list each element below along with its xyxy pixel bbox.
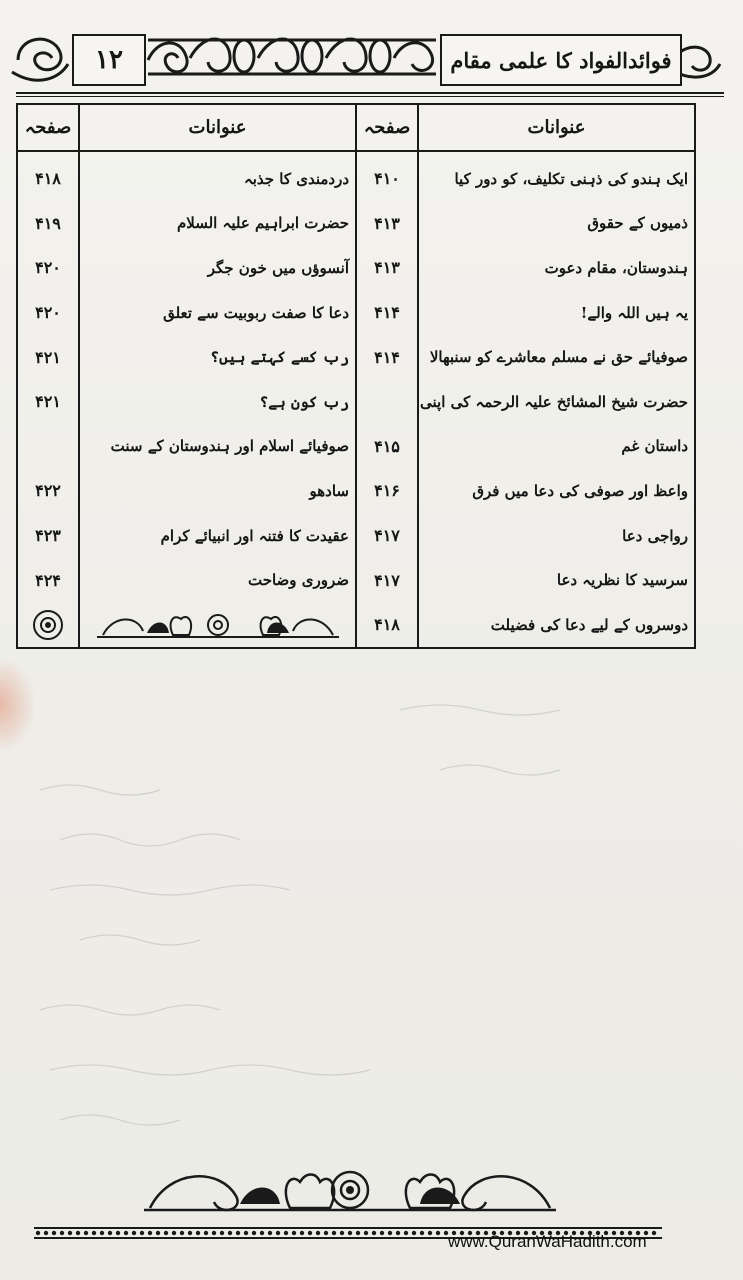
right-entry-page: ۴۱۵	[374, 436, 400, 456]
page-header	[8, 12, 724, 96]
left-entry-title: دردمندی کا جذبہ	[243, 169, 349, 188]
right-entry-page: ۴۱۶	[374, 481, 400, 501]
contents-left-half	[18, 105, 355, 647]
right-entry-title: ہندوستان، مقام دعوت	[544, 258, 688, 277]
left-entry-page	[18, 424, 78, 469]
left-entry-title: صوفیائے اسلام اور ہندوستان کے سنت	[110, 437, 349, 456]
right-entry-title: سرسید کا نظریہ دعا	[556, 571, 688, 590]
left-entry-page: ۴۱۸	[35, 169, 61, 189]
contents-table	[16, 103, 696, 649]
left-ornament-row-icon	[80, 602, 355, 647]
right-titles-column	[419, 105, 694, 647]
left-entry-page: ۴۲۰	[35, 258, 61, 278]
left-pages-column	[18, 105, 80, 647]
right-entry-page: ۴۱۷	[374, 570, 400, 590]
left-entry-title: عقیدت کا فتنہ اور انبیائے کرام	[160, 526, 349, 545]
left-entry-title: رب کون ہے؟	[259, 392, 349, 411]
left-titles-header: عنوانات	[80, 105, 355, 152]
left-entry-page: ۴۲۴	[35, 570, 61, 590]
left-entry-page: ۴۲۳	[35, 526, 61, 546]
left-titles-rows	[80, 152, 355, 647]
bottom-ornament-icon	[140, 1158, 560, 1222]
left-entry-title: حضرت ابراہیم علیہ السلام	[176, 214, 349, 233]
right-entry-title: ذمیوں کے حقوق	[587, 214, 688, 233]
right-pages-rows	[357, 152, 417, 647]
contents-right-half	[355, 105, 694, 647]
right-entry-page: ۴۱۳	[374, 258, 400, 278]
watermark-text: www.QuranWaHadith.com	[448, 1232, 647, 1251]
left-pages-header: صفحہ	[18, 105, 78, 152]
right-entry-title: حضرت شیخ المشائخ علیہ الرحمہ کی اپنی	[419, 392, 688, 411]
left-entry-page: ۴۲۱	[35, 347, 61, 367]
running-title: فوائدالفواد کا علمی مقام	[440, 34, 682, 86]
left-entry-page: ۴۲۰	[35, 303, 61, 323]
left-pages-rows	[18, 152, 78, 647]
right-entry-title: یہ ہیں اللہ والے!	[580, 303, 688, 322]
right-entry-page: ۴۱۸	[374, 615, 400, 635]
left-entry-title: سادھو	[309, 481, 349, 500]
page-number: ۱۲	[72, 34, 146, 86]
right-entry-title: واعظ اور صوفی کی دعا میں فرق	[472, 481, 688, 500]
right-entry-title: رواجی دعا	[622, 526, 688, 545]
header-rule-thin	[16, 96, 724, 97]
right-entry-title: صوفیائے حق نے مسلم معاشرے کو سنبھالا	[429, 348, 688, 367]
right-pages-column	[357, 105, 419, 647]
right-entry-page: ۴۱۴	[374, 303, 400, 323]
left-entry-title: آنسوؤں میں خون جگر	[207, 258, 349, 277]
right-entry-page: ۴۱۷	[374, 526, 400, 546]
left-entry-title: رب کسے کہتے ہیں؟	[210, 348, 349, 367]
left-entry-page: ۴۲۱	[35, 392, 61, 412]
left-entry-page: ۴۲۲	[35, 481, 61, 501]
left-entry-title: دعا کا صفت ربوبیت سے تعلق	[163, 303, 349, 322]
right-entry-page: ۴۱۳	[374, 213, 400, 233]
rosette-icon	[18, 602, 78, 647]
right-entry-title: دوسروں کے لیے دعا کی فضیلت	[490, 615, 688, 634]
right-entry-page: ۴۱۰	[374, 169, 400, 189]
bleed-through-texture	[20, 650, 720, 1210]
right-entry-page: ۴۱۴	[374, 347, 400, 367]
left-entry-page: ۴۱۹	[35, 213, 61, 233]
header-rule	[16, 92, 724, 94]
left-entry-title: ضروری وضاحت	[247, 571, 349, 590]
right-entry-page	[357, 379, 417, 424]
left-titles-column	[80, 105, 355, 647]
right-titles-header: عنوانات	[419, 105, 694, 152]
right-titles-rows	[419, 152, 694, 647]
right-entry-title: داستان غم	[621, 437, 688, 456]
right-entry-title: ایک ہندو کی ذہنی تکلیف، کو دور کیا	[454, 169, 688, 188]
right-pages-header: صفحہ	[357, 105, 417, 152]
